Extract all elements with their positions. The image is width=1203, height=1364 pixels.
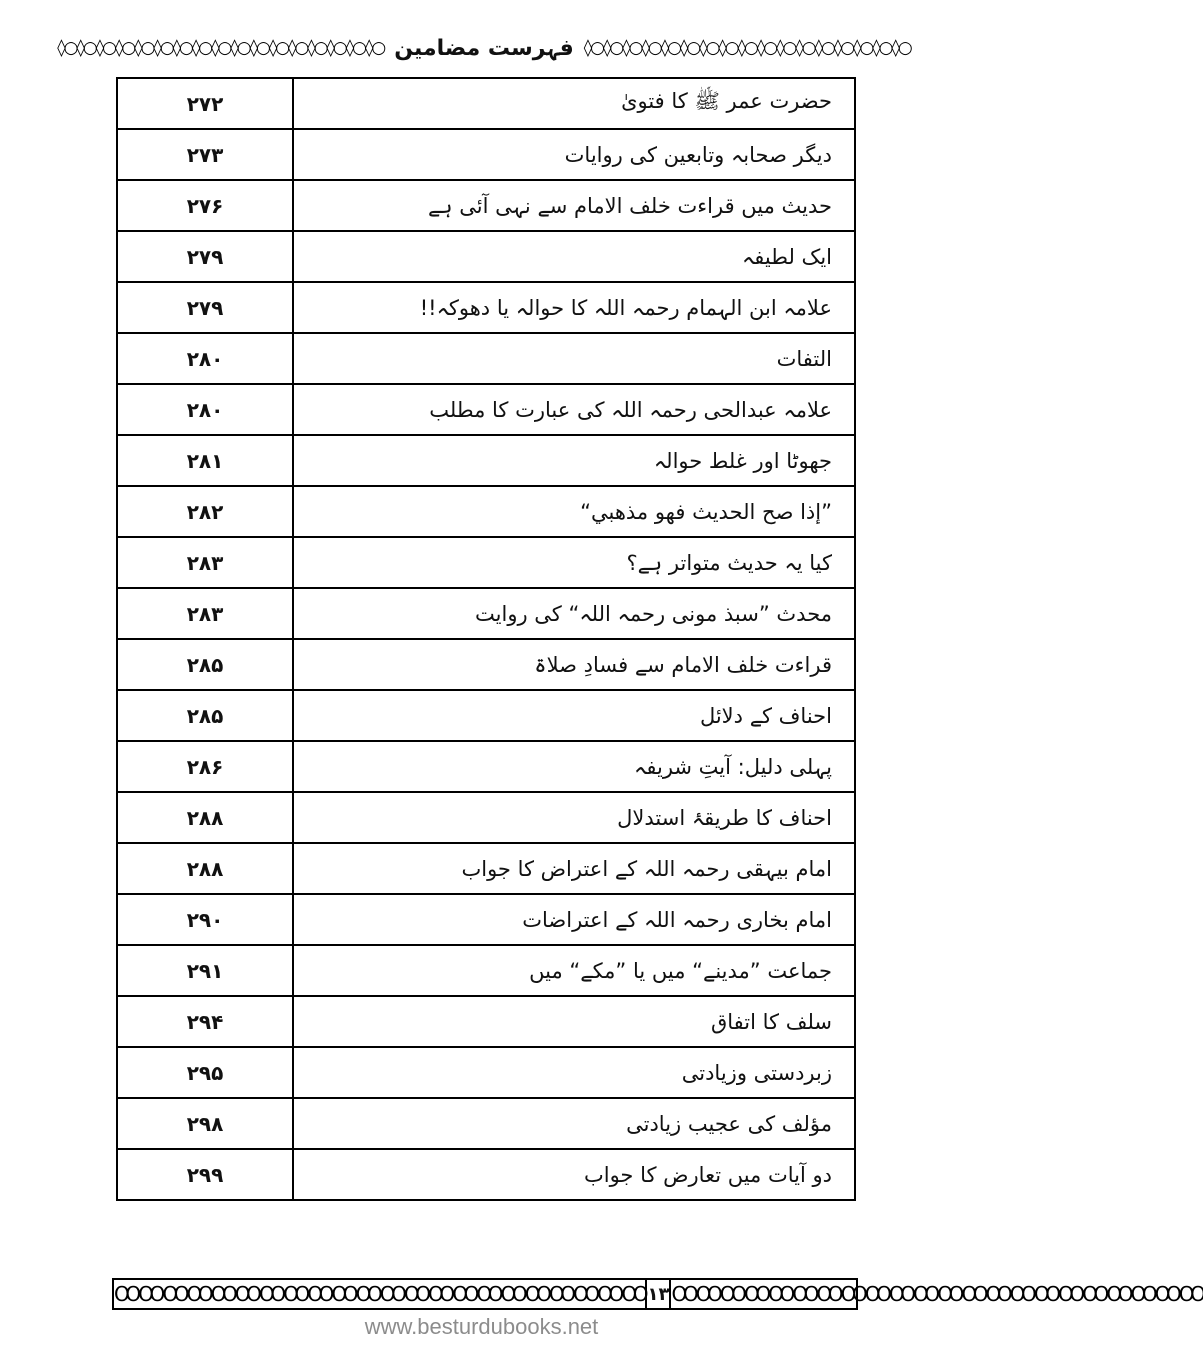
toc-entry-title: جماعت ”مدینے“ میں یا ”مکے“ میں <box>293 945 855 996</box>
toc-row <box>117 180 855 231</box>
toc-entry-title: محدث ”سبذ مونی رحمہ اللہ“ کی روایت <box>293 588 855 639</box>
toc-entry-page: ۲۸۳ <box>117 537 293 588</box>
toc-entry-page: ۲۹۱ <box>117 945 293 996</box>
toc-entry-title: علامہ ابن الہمام رحمہ اللہ کا حوالہ یا دھوکہ!! <box>293 282 855 333</box>
toc-row <box>117 435 855 486</box>
page-header <box>57 33 911 63</box>
toc-row <box>117 384 855 435</box>
toc-entry-page: ۲۸۸ <box>117 843 293 894</box>
toc-row <box>117 996 855 1047</box>
toc-entry-page: ۲۸۳ <box>117 588 293 639</box>
toc-entry-page: ۲۹۴ <box>117 996 293 1047</box>
toc-entry-page: ۲۸۶ <box>117 741 293 792</box>
toc-row <box>117 1098 855 1149</box>
toc-row <box>117 894 855 945</box>
toc-entry-title: دو آیات میں تعارض کا جواب <box>293 1149 855 1200</box>
header-ornament-right: ◊○◊○◊○◊○◊○◊○◊○◊○◊○◊○◊○◊○◊○◊○◊○◊○◊○ <box>583 38 911 58</box>
toc-entry-title: امام بیہقی رحمہ اللہ کے اعتراض کا جواب <box>293 843 855 894</box>
toc-entry-title: مؤلف کی عجیب زیادتی <box>293 1098 855 1149</box>
toc-entry-page: ۲۷۶ <box>117 180 293 231</box>
toc-row <box>117 945 855 996</box>
toc-entry-title: امام بخاری رحمہ اللہ کے اعتراضات <box>293 894 855 945</box>
page-title: فہرست مضامین <box>394 35 574 61</box>
toc-entry-title: جھوٹا اور غلط حوالہ <box>293 435 855 486</box>
toc-row <box>117 1149 855 1200</box>
toc-entry-page: ۲۹۹ <box>117 1149 293 1200</box>
toc-row <box>117 78 855 129</box>
toc-entry-page: ۲۷۳ <box>117 129 293 180</box>
header-ornament-left: ◊○◊○◊○◊○◊○◊○◊○◊○◊○◊○◊○◊○◊○◊○◊○◊○◊○ <box>57 38 385 58</box>
toc-entry-page: ۲۷۹ <box>117 231 293 282</box>
toc-entry-page: ۲۸۲ <box>117 486 293 537</box>
toc-entry-title: دیگر صحابہ وتابعین کی روایات <box>293 129 855 180</box>
toc-row <box>117 588 855 639</box>
toc-entry-page: ۲۹۸ <box>117 1098 293 1149</box>
toc-entry-page: ۲۸۱ <box>117 435 293 486</box>
toc-entry-title: احناف کے دلائل <box>293 690 855 741</box>
toc-entry-title: ”إذا صح الحديث فهو مذهبي“ <box>293 486 855 537</box>
watermark-url: www.besturdubooks.net <box>364 1314 599 1339</box>
toc-entry-page: ۲۹۵ <box>117 1047 293 1098</box>
page-number: ۱۳ <box>645 1280 671 1308</box>
toc-entry-page: ۲۷۲ <box>117 78 293 129</box>
toc-entry-title: ایک لطیفہ <box>293 231 855 282</box>
toc-row <box>117 129 855 180</box>
toc-row <box>117 333 855 384</box>
toc-row <box>117 282 855 333</box>
toc-entry-page: ۲۸۰ <box>117 333 293 384</box>
toc-row <box>117 486 855 537</box>
toc-entry-title: سلف کا اتفاق <box>293 996 855 1047</box>
toc-row <box>117 1047 855 1098</box>
toc-row <box>117 639 855 690</box>
toc-row <box>117 843 855 894</box>
toc-entry-page: ۲۷۹ <box>117 282 293 333</box>
toc-row <box>117 792 855 843</box>
toc-entry-title: قراءت خلف الامام سے فسادِ صلاۃ <box>293 639 855 690</box>
toc-entry-title: کیا یہ حدیث متواتر ہے؟ <box>293 537 855 588</box>
toc-entry-title: پہلی دلیل: آیتِ شریفہ <box>293 741 855 792</box>
toc-entry-title: زبردستی وزیادتی <box>293 1047 855 1098</box>
toc-row <box>117 231 855 282</box>
toc-entry-page: ۲۸۵ <box>117 690 293 741</box>
toc-row <box>117 741 855 792</box>
toc-entry-page: ۲۹۰ <box>117 894 293 945</box>
toc-row <box>117 690 855 741</box>
toc-entry-page: ۲۸۵ <box>117 639 293 690</box>
toc-entry-title: احناف کا طریقۂ استدلال <box>293 792 855 843</box>
footer-ornament-left: ꝎꝎꝎꝎꝎꝎꝎꝎꝎꝎꝎꝎꝎꝎꝎꝎꝎꝎꝎꝎꝎꝎ <box>114 1282 646 1306</box>
toc-entry-page: ۲۸۰ <box>117 384 293 435</box>
footer-ornament-right: ꝎꝎꝎꝎꝎꝎꝎꝎꝎꝎꝎꝎꝎꝎꝎꝎꝎꝎꝎꝎꝎꝎ <box>671 1282 1203 1306</box>
toc-entry-title: علامہ عبدالحی رحمہ اللہ کی عبارت کا مطلب <box>293 384 855 435</box>
toc-entry-title: التفات <box>293 333 855 384</box>
toc-body <box>117 78 855 1200</box>
page-footer <box>112 1278 1203 1310</box>
toc-entry-title: حضرت عمر ﷺ کا فتویٰ <box>293 78 855 129</box>
toc-row <box>117 537 855 588</box>
table-of-contents <box>116 77 856 1201</box>
toc-entry-title: حدیث میں قراءت خلف الامام سے نہی آئی ہے <box>293 180 855 231</box>
toc-entry-page: ۲۸۸ <box>117 792 293 843</box>
